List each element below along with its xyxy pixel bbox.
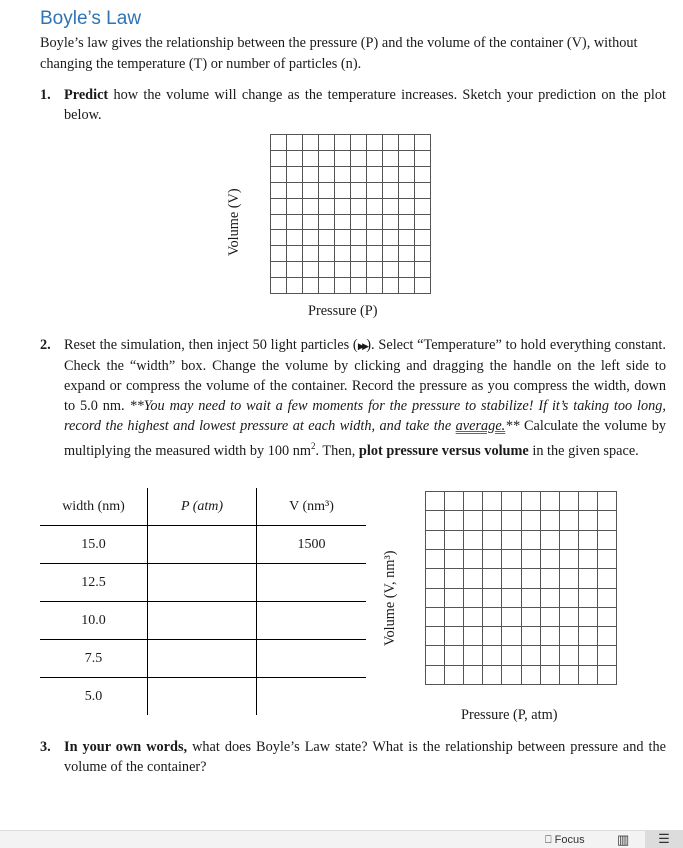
grid-line-h [270,134,431,135]
q1-number: 1. [40,87,51,103]
plot1-x-label: Pressure (P) [308,303,378,319]
data-table [40,488,366,715]
q3-bold: In your own words, [64,739,188,755]
header-width: width (nm) [40,488,148,526]
grid-line-h [425,665,617,666]
grid-line-h [425,568,617,569]
q2-note-underlined: average. [455,418,506,434]
q1-text: how the volume will change as the temperature increases. Sketch your prediction on the plot below. [64,87,666,123]
grid-line-h [425,491,617,492]
header-pressure: P (atm) [148,488,257,526]
cell-volume[interactable] [257,602,367,640]
q2-text-3: Calculate the volume by multiplying the measured width by 100 nm [64,418,666,459]
cell-volume[interactable] [257,678,367,716]
grid-line-h [270,150,431,151]
grid-line-h [425,645,617,646]
grid-line-h [270,182,431,183]
q3-text: what does Boyle’s Law state? What is the relationship between pressure and the volume of the container? [64,739,666,775]
cell-pressure[interactable] [148,640,257,678]
cell-width: 15.0 [40,526,148,564]
pressure-volume-grid[interactable] [425,491,617,685]
question-1 [40,85,666,125]
q2-text-2: ). Select “Temperature” to hold everything constant. Check the “width” box. Change the volume by clicking and dragging the handle on the left side to expand or compress the volume of the container. Record the pressure as you compress the width, down to 5.0 nm. [64,337,666,414]
cell-pressure[interactable] [148,526,257,564]
focus-label: Focus [554,834,585,846]
grid-line-h [270,166,431,167]
plot2-x-label: Pressure (P, atm) [461,707,558,723]
plot2-y-label: Volume (V, nm³) [382,550,398,646]
cell-pressure[interactable] [148,678,257,716]
cell-volume[interactable] [257,564,367,602]
grid-line-h [270,245,431,246]
cell-volume[interactable] [257,640,367,678]
grid-line-h [425,626,617,627]
grid-line-h [270,198,431,199]
focus-button[interactable] [545,834,585,847]
intro-paragraph: Boyle’s law gives the relationship between the pressure (P) and the volume of the container (V), without changing the temperature (T) or number of particles (n). [40,35,638,72]
q2-sup: 2 [311,441,316,451]
grid-line-h [425,530,617,531]
grid-line-h [425,607,617,608]
grid-line-h [270,261,431,262]
cell-pressure[interactable] [148,602,257,640]
cell-width: 7.5 [40,640,148,678]
cell-volume[interactable]: 1500 [257,526,367,564]
cell-pressure[interactable] [148,564,257,602]
fast-forward-icon: ▶▶ [357,341,367,351]
table-row [40,678,366,716]
grid-line-h [270,293,431,294]
print-layout-icon[interactable]: ☰ [645,831,683,848]
grid-line-h [270,229,431,230]
focus-icon: ⎕ [545,834,552,846]
q2-note: **You may need to wait a few moments for the pressure to stabilize! If it’s taking too long, record the highest and lowest pressure at each width, and take the [64,398,666,434]
cell-width: 5.0 [40,678,148,716]
document-title: Boyle’s Law [40,8,142,29]
prediction-grid[interactable] [270,134,431,294]
q2-note-end: ** [505,418,520,434]
grid-line-h [425,510,617,511]
question-3 [40,737,666,777]
table-row [40,526,366,564]
grid-line-h [270,277,431,278]
q2-text-5: in the given space. [528,442,639,459]
header-volume: V (nm³) [257,488,367,526]
status-bar [0,830,683,848]
table-row [40,564,366,602]
q3-number: 3. [40,739,51,755]
q2-number: 2. [40,337,51,353]
grid-line-h [425,549,617,550]
q2-text-1: Reset the simulation, then inject 50 light particles ( [64,337,358,353]
q1-bold: Predict [64,87,109,103]
table-row [40,602,366,640]
read-mode-icon[interactable]: ▥ [617,832,630,847]
cell-width: 10.0 [40,602,148,640]
grid-line-h [425,588,617,589]
cell-width: 12.5 [40,564,148,602]
question-2 [40,335,666,461]
grid-line-h [270,214,431,215]
table-row [40,640,366,678]
table-header-row [40,488,366,526]
q2-text-4: . Then, [315,442,359,459]
plot1-y-label: Volume (V) [226,188,242,256]
q2-bold: plot pressure versus volume [358,442,529,459]
grid-line-h [425,684,617,685]
